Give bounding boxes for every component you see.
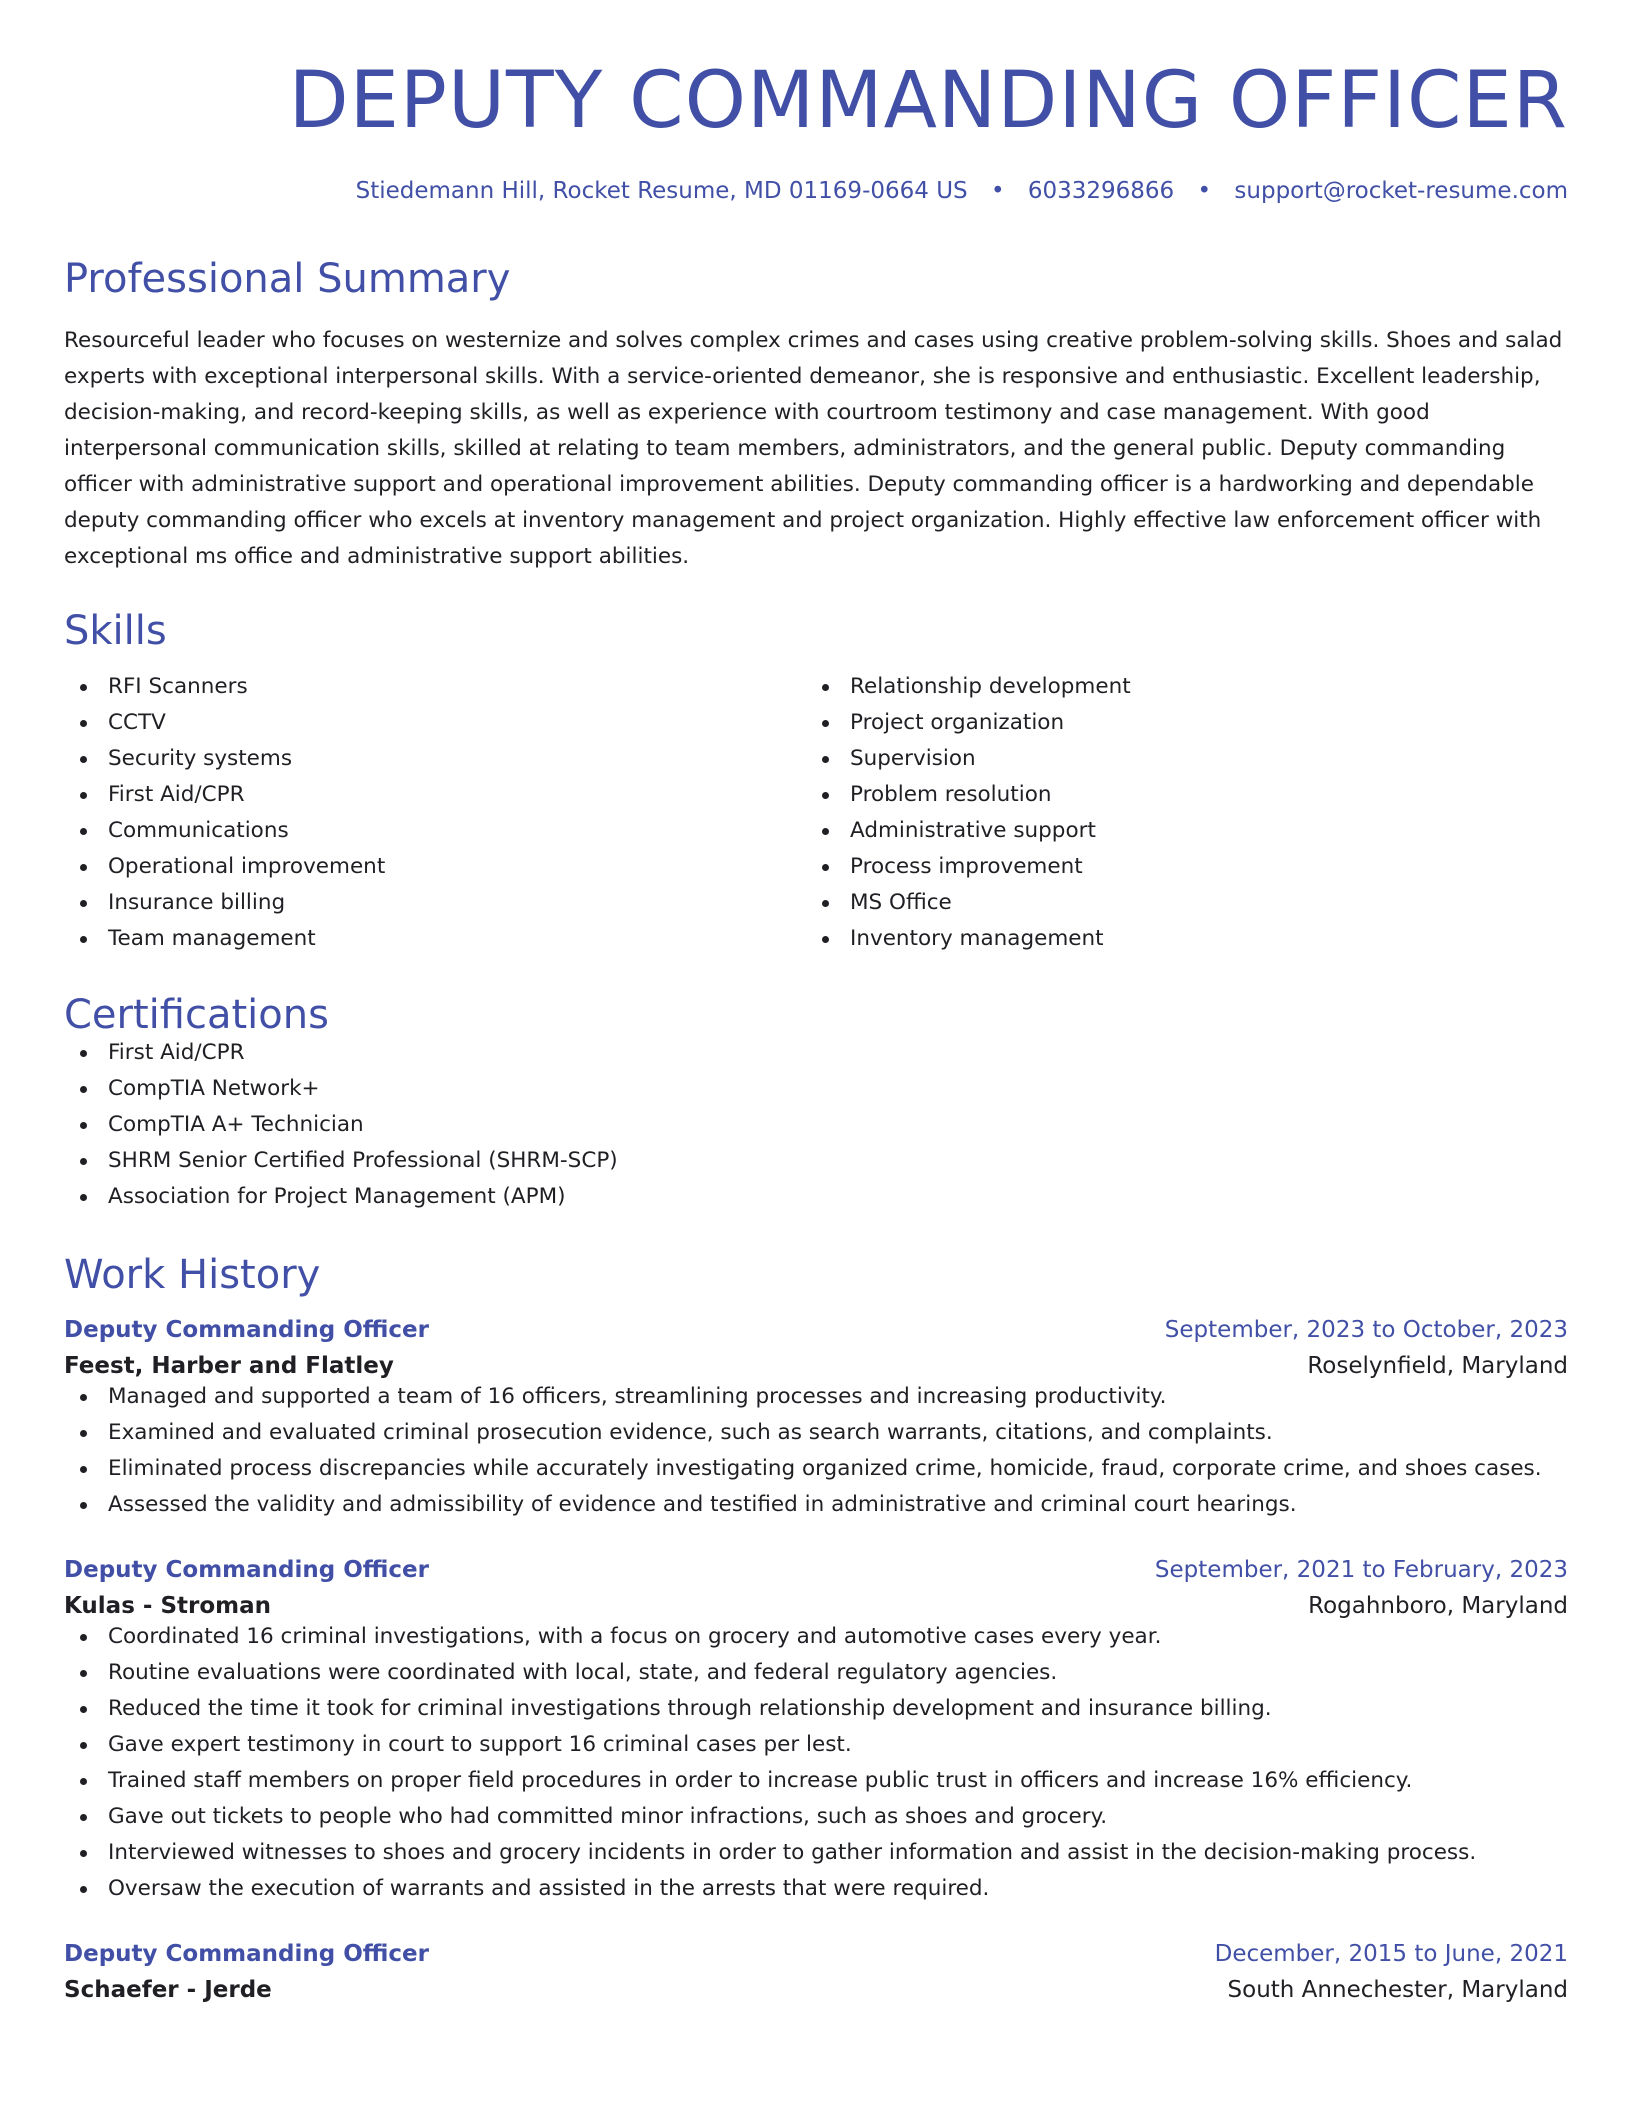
contact-separator: • — [1197, 178, 1212, 204]
job-bullet: Interviewed witnesses to shoes and grocery incidents in order to gather information and assist in the decision-making process. — [64, 1835, 1568, 1871]
job-dates: September, 2021 to February, 2023 — [1154, 1557, 1568, 1583]
skills-right-column — [806, 669, 1548, 957]
skill-item: Relationship development — [806, 669, 1548, 705]
job-dates: September, 2023 to October, 2023 — [1164, 1317, 1568, 1343]
skill-item: Security systems — [64, 741, 806, 777]
job-employer-row — [64, 1353, 1568, 1379]
job-company: Feest, Harber and Flatley — [64, 1353, 394, 1379]
certification-item: First Aid/CPR — [64, 1035, 1568, 1071]
skills-heading: Skills — [64, 608, 167, 654]
skill-item: Supervision — [806, 741, 1548, 777]
job-bullet: Routine evaluations were coordinated with local, state, and federal regulatory agencies. — [64, 1655, 1568, 1691]
skill-item: Process improvement — [806, 849, 1548, 885]
skill-item: First Aid/CPR — [64, 777, 806, 813]
job-company: Schaefer - Jerde — [64, 1977, 272, 2003]
summary-text: Resourceful leader who focuses on westernize and solves complex crimes and cases using creative problem-solving skills. Shoes and salad experts with exceptional interpersonal skills. With a service-oriented demeanor, she is responsive and enthusiastic. Excellent leadership, decision-making, and record-keeping skills, as well as experience with courtroom testimony and case management. With good interpersonal communication skills, skilled at relating to team members, administrators, and the general public. Deputy commanding officer with administrative support and operational improvement abilities. Deputy commanding officer is a hardworking and dependable deputy commanding officer who excels at inventory management and project organization. Highly effective law enforcement officer with exceptional ms office and administrative support abilities. — [64, 328, 1563, 569]
job-dates: December, 2015 to June, 2021 — [1214, 1941, 1568, 1967]
job-bullet: Eliminated process discrepancies while accurately investigating organized crime, homicide, fraud, corporate crime, and shoes cases. — [64, 1451, 1568, 1487]
skill-item: Team management — [64, 921, 806, 957]
certifications-list — [64, 1035, 1568, 1215]
job-bullet: Gave out tickets to people who had committed minor infractions, such as shoes and grocery. — [64, 1799, 1568, 1835]
job-location: Rogahnboro, Maryland — [1308, 1593, 1568, 1619]
job-entry — [64, 1941, 1568, 2003]
work-history-heading: Work History — [64, 1252, 321, 1298]
certification-item: Association for Project Management (APM) — [64, 1179, 1568, 1215]
certification-item: CompTIA A+ Technician — [64, 1107, 1568, 1143]
job-entry — [64, 1317, 1568, 1523]
job-company: Kulas - Stroman — [64, 1593, 272, 1619]
job-header-row — [64, 1557, 1568, 1583]
job-title: Deputy Commanding Officer — [64, 1941, 430, 1967]
skill-item: Administrative support — [806, 813, 1548, 849]
job-location: Roselynfield, Maryland — [1307, 1353, 1568, 1379]
job-bullets — [64, 1619, 1568, 1907]
skill-item: Insurance billing — [64, 885, 806, 921]
job-bullets — [64, 1379, 1568, 1523]
job-bullet: Gave expert testimony in court to support 16 criminal cases per lest. — [64, 1727, 1568, 1763]
contact-email[interactable]: support@rocket-resume.com — [1234, 178, 1568, 204]
summary-heading: Professional Summary — [64, 256, 511, 302]
job-header-row — [64, 1317, 1568, 1343]
job-bullet: Coordinated 16 criminal investigations, with a focus on grocery and automotive cases every year. — [64, 1619, 1568, 1655]
job-employer-row — [64, 1593, 1568, 1619]
skills-left-column — [64, 669, 806, 957]
skill-item: RFI Scanners — [64, 669, 806, 705]
skill-item: Inventory management — [806, 921, 1548, 957]
contact-address: Stiedemann Hill, Rocket Resume, MD 01169-0664 US — [355, 178, 968, 204]
certifications-heading: Certifications — [64, 992, 329, 1038]
certification-item: SHRM Senior Certified Professional (SHRM-SCP) — [64, 1143, 1568, 1179]
job-bullet: Assessed the validity and admissibility of evidence and testified in administrative and criminal court hearings. — [64, 1487, 1568, 1523]
job-bullet: Trained staff members on proper field procedures in order to increase public trust in officers and increase 16% efficiency. — [64, 1763, 1568, 1799]
job-bullet: Examined and evaluated criminal prosecution evidence, such as search warrants, citations, and complaints. — [64, 1415, 1568, 1451]
job-bullet: Managed and supported a team of 16 officers, streamlining processes and increasing productivity. — [64, 1379, 1568, 1415]
skill-item: MS Office — [806, 885, 1548, 921]
skill-item: Communications — [64, 813, 806, 849]
job-bullet: Reduced the time it took for criminal investigations through relationship development and insurance billing. — [64, 1691, 1568, 1727]
skill-item: Problem resolution — [806, 777, 1548, 813]
skills-columns — [64, 669, 1568, 957]
skills-right-list — [806, 669, 1548, 957]
job-title: Deputy Commanding Officer — [64, 1317, 430, 1343]
skills-left-list — [64, 669, 806, 957]
skill-item: Operational improvement — [64, 849, 806, 885]
job-location: South Annechester, Maryland — [1227, 1977, 1568, 2003]
contact-line — [64, 180, 1568, 203]
contact-separator: • — [990, 178, 1005, 204]
candidate-name: DEPUTY COMMANDING OFFICER — [288, 56, 1568, 146]
skill-item: CCTV — [64, 705, 806, 741]
skill-item: Project organization — [806, 705, 1548, 741]
job-entry — [64, 1557, 1568, 1907]
job-header-row — [64, 1941, 1568, 1967]
job-title: Deputy Commanding Officer — [64, 1557, 430, 1583]
certification-item: CompTIA Network+ — [64, 1071, 1568, 1107]
contact-phone: 6033296866 — [1027, 178, 1175, 204]
job-employer-row — [64, 1977, 1568, 2003]
job-bullet: Oversaw the execution of warrants and assisted in the arrests that were required. — [64, 1871, 1568, 1907]
